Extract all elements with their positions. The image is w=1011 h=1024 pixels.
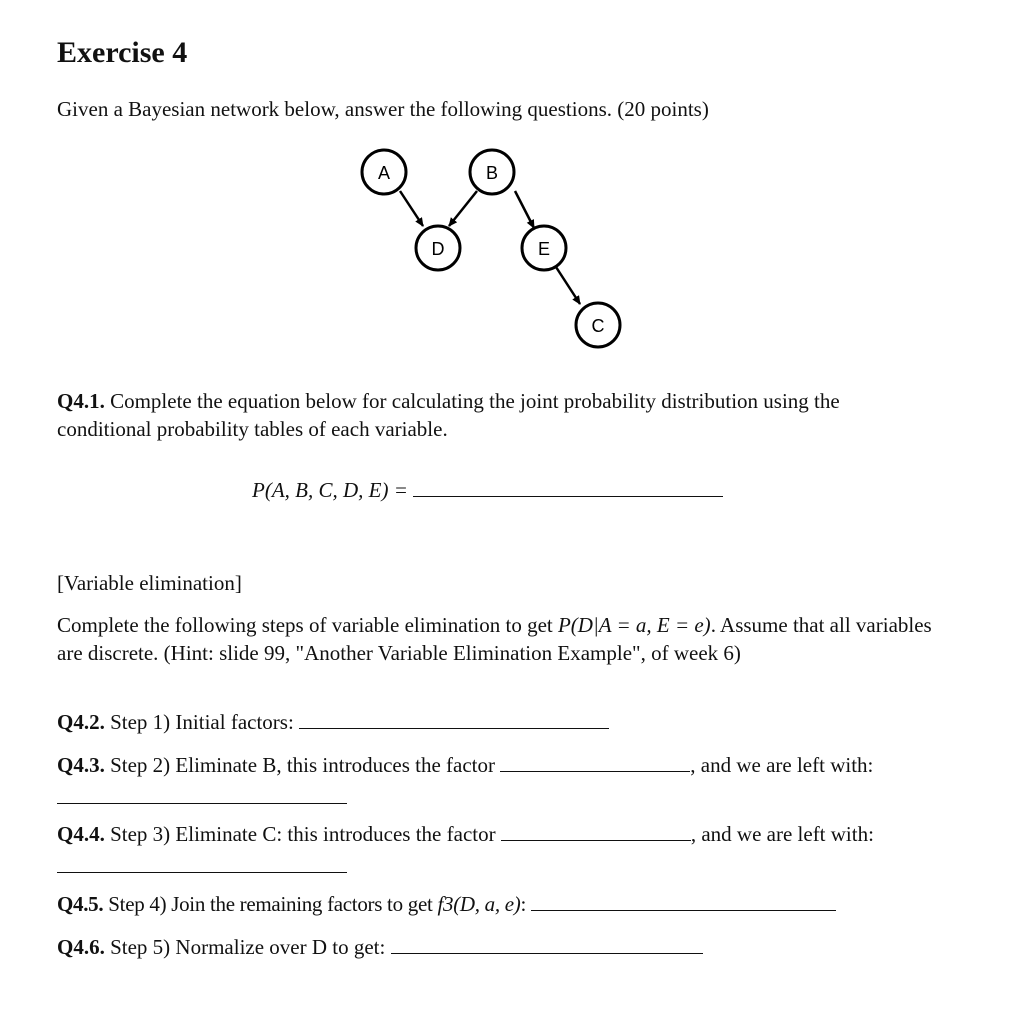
svg-text:B: B [485,163,499,183]
ve-intro [57,611,937,667]
q45-label: Q4.5. [57,892,104,916]
q44-text: Step 3) Eliminate C: this introduces the factor [110,822,496,846]
q43-tail: , and we are left with: [690,753,874,777]
q43-factor-blank[interactable] [500,751,690,772]
q42-answer-blank[interactable] [299,708,609,729]
svg-text:E: E [537,239,551,259]
q42-text: Step 1) Initial factors: [110,710,294,734]
ve-intro-part2: . Assume that all variables are discrete. (Hint: slide 99, "Another Variable Elimination Example", of week 6) [57,613,932,665]
q43-line [57,751,873,779]
ve-intro-math: P(D|A = a, E = e) [557,613,711,637]
edge-b-e [515,191,534,228]
q46-text: Step 5) Normalize over D to get: [110,935,386,959]
q46-line [57,933,703,961]
q44-remaining-blank[interactable] [57,872,347,873]
node-d [416,226,460,270]
joint-equation-lhs: P(A, B, C, D, E) = [252,478,408,502]
q45-math: f3(D, a, e) [437,892,521,916]
q41-text: Complete the equation below for calculating the joint probability distribution using the conditional probability tables of each variable. [57,389,840,441]
edge-a-d [400,191,423,226]
q41-answer-blank[interactable] [413,476,723,497]
node-a [362,150,406,194]
q45-text: Step 4) Join the remaining factors to get [108,892,438,916]
q46-label: Q4.6. [57,935,105,959]
q43-remaining-blank[interactable] [57,803,347,804]
svg-text:C: C [591,316,605,336]
bayesian-network-diagram [330,140,650,360]
svg-text:A: A [377,163,391,183]
q41-label: Q4.1. [57,389,105,413]
ve-heading: [Variable elimination] [57,571,242,595]
q42-label: Q4.2. [57,710,105,734]
q44-tail: , and we are left with: [690,822,874,846]
exercise-title: Exercise 4 [57,36,188,69]
q45-answer-blank[interactable] [531,890,836,911]
node-c [576,303,620,347]
q43-text: Step 2) Eliminate B, this introduces the factor [110,753,496,777]
q44-label: Q4.4. [57,822,105,846]
q44-line [57,820,874,848]
svg-text:D: D [431,239,445,259]
exercise-intro: Given a Bayesian network below, answer the following questions. (20 points) [57,97,709,121]
edge-b-d [449,191,477,226]
q42-line [57,708,609,736]
q43-label: Q4.3. [57,753,105,777]
q44-factor-blank[interactable] [501,820,691,841]
joint-equation [252,476,723,504]
ve-intro-part1: Complete the following steps of variable elimination to get [57,613,558,637]
q46-answer-blank[interactable] [391,933,703,954]
q45-after: : [520,892,527,916]
q45-line [57,890,836,918]
q41-paragraph [57,387,937,443]
node-b [470,150,514,194]
edge-e-c [556,267,580,304]
node-e [522,226,566,270]
